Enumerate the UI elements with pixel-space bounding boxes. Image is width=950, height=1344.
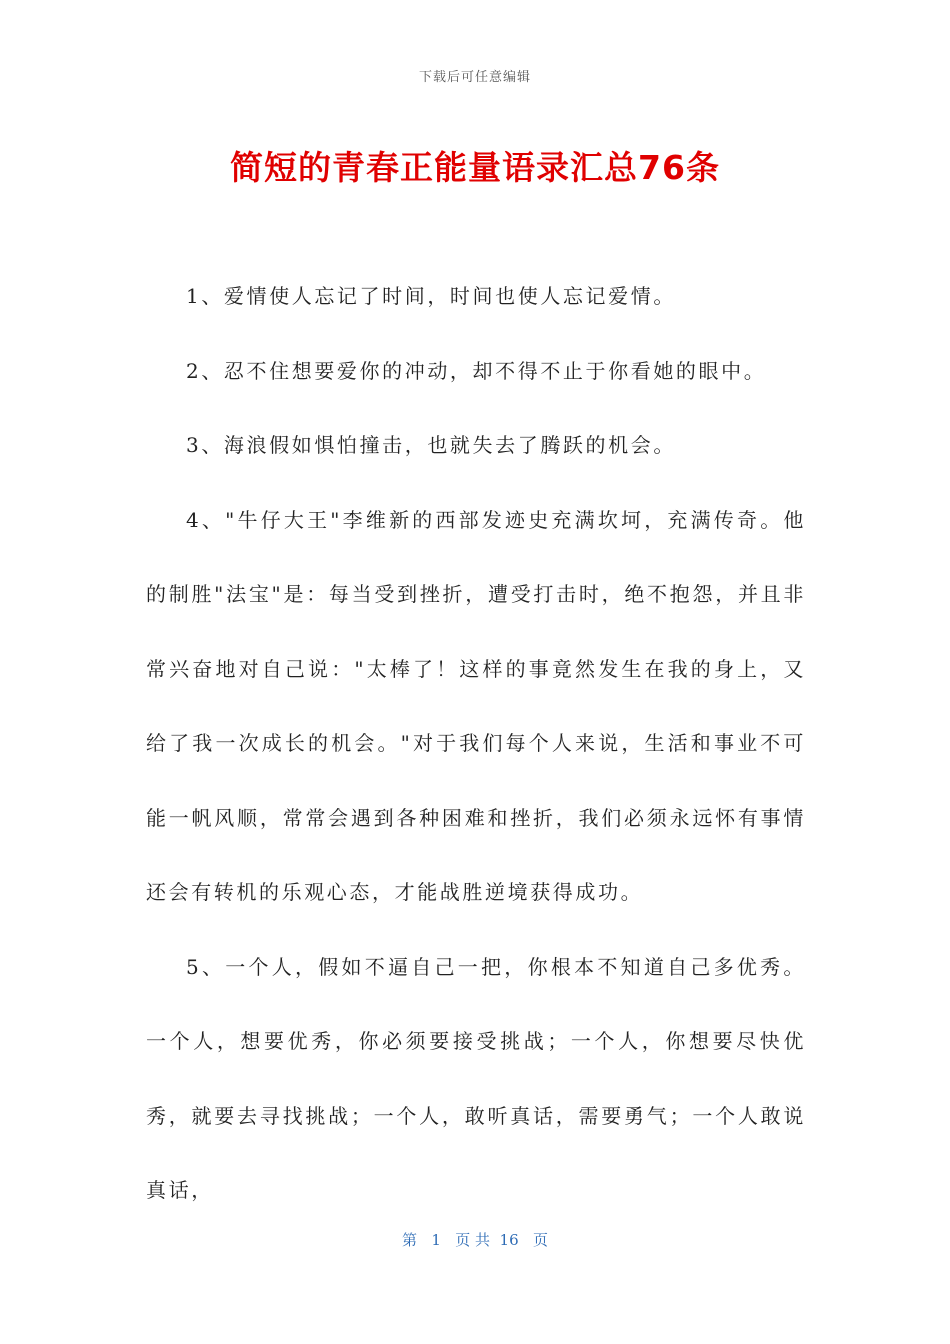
paragraph-3: 3、海浪假如惧怕撞击，也就失去了腾跃的机会。	[186, 433, 676, 457]
total-pages-number: 16	[499, 1231, 519, 1249]
footer-suffix: 页	[532, 1231, 548, 1249]
paragraph-4: 4、"牛仔大王"李维新的西部发迹史充满坎坷，充满传奇。他的制胜"法宝"是：每当受到挫折，遭受打击时，绝不抱怨，并且非常兴奋地对自己说："太棒了！这样的事竟然发生在我的身上，又给了我一次成长的机会。"对于我们每个人来说，生活和事业不可能一帆风顺，常常会遇到各种困难和挫折，我们必须永远怀有事情还会有转机的乐观心态，才能战胜逆境获得成功。	[146, 507, 806, 904]
footer-middle: 页 共	[455, 1231, 490, 1249]
document-body	[146, 259, 806, 1228]
document-title: 简短的青春正能量语录汇总76条	[230, 148, 720, 187]
paragraph-5: 5、一个人，假如不逼自己一把，你根本不知道自己多优秀。一个人，想要优秀，你必须要接受挑战；一个人，你想要尽快优秀，就要去寻找挑战；一个人，敢听真话，需要勇气；一个人敢说真话，	[146, 954, 806, 1202]
paragraph-2: 2、忍不住想要爱你的冲动，却不得不止于你看她的眼中。	[186, 358, 767, 383]
page-footer	[0, 1229, 950, 1250]
paragraph-1: 1、爱情使人忘记了时间，时间也使人忘记爱情。	[186, 284, 676, 308]
header-note: 下载后可任意编辑	[418, 70, 531, 85]
footer-prefix: 第	[402, 1231, 418, 1249]
current-page-number: 1	[431, 1231, 441, 1249]
